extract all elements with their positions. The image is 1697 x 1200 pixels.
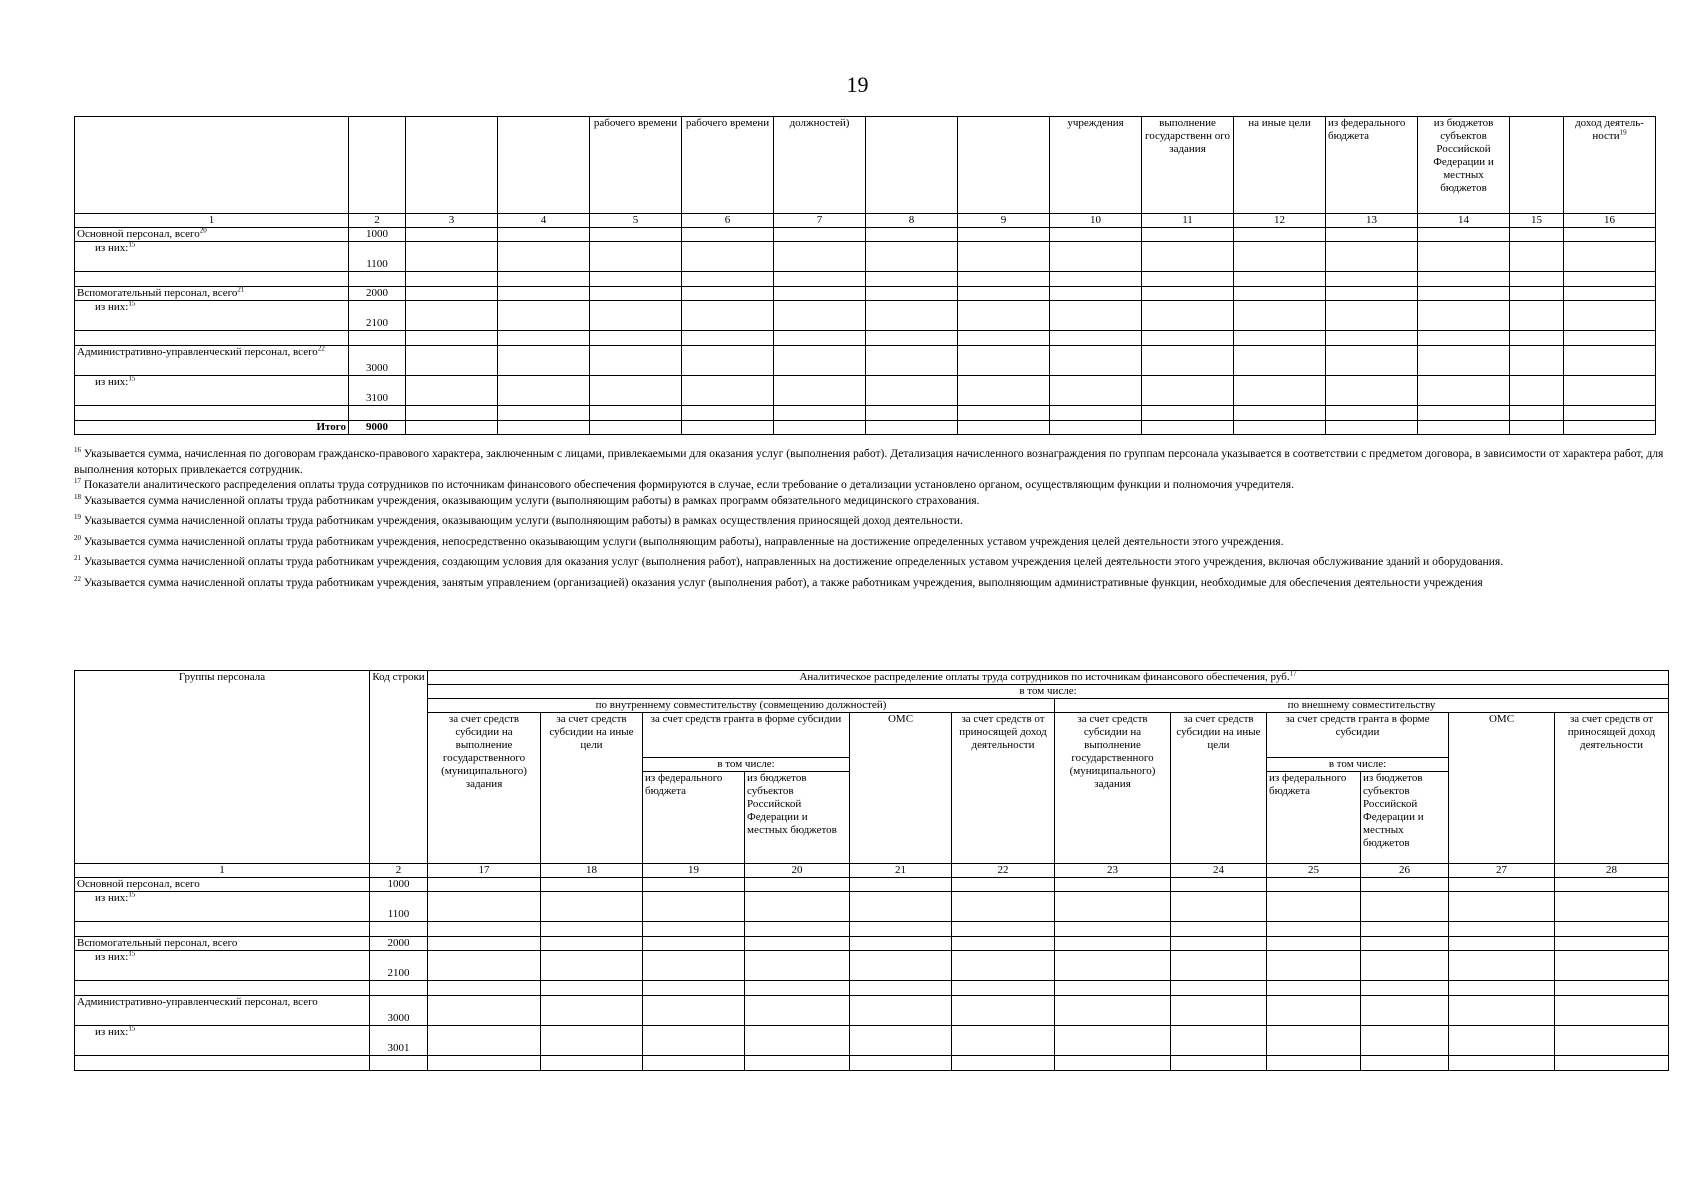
table-row: Административно-управленческий персонал, всего 3000: [75, 996, 1669, 1026]
footnote-20: $^{20}$ Указывается сумма начисленной оплаты труда работникам учреждения, непосредственно оказывающим услуги (выполняющим работы), направленные на достижение определенных уставом учреждения целей деятельности этого учреждения.: [74, 533, 1284, 548]
column-number: 4: [498, 214, 590, 228]
column-number: 1: [75, 864, 370, 878]
analytical-distribution-table: [74, 670, 1669, 1071]
header-c16: доход деятель-ности$^{19}$: [1564, 117, 1656, 214]
footnote-18: $^{18}$ Указывается сумма начисленной оплаты труда работникам учреждения, оказывающим услуги (выполняющим работы) в рамках программ обязательного медицинского страхования.: [74, 492, 980, 507]
table-row: Основной персонал, всего 1000: [75, 878, 1669, 892]
header-c14: из бюджетов субъектов Российской Федерации и местных бюджетов: [1418, 117, 1510, 214]
header-c17: за счет средств субсидии на выполнение государственного (муниципального) задания: [428, 713, 541, 864]
footnotes: [74, 446, 1664, 590]
header-code: Код строки: [370, 671, 428, 864]
column-number: 24: [1171, 864, 1267, 878]
column-number: 25: [1267, 864, 1361, 878]
header-grant-internal: за счет средств гранта в форме субсидии: [643, 713, 850, 758]
header-main: Аналитическое распределение оплаты труда сотрудников по источникам финансового обеспечения, руб.$^{17}$: [428, 671, 1669, 685]
column-number: 13: [1326, 214, 1418, 228]
column-number: 6: [682, 214, 774, 228]
header-c18: за счет средств субсидии на иные цели: [541, 713, 643, 864]
page-number: 19: [846, 72, 869, 97]
column-number: 5: [590, 214, 682, 228]
column-number-row: [75, 864, 1669, 878]
header-c10: учреждения: [1050, 117, 1142, 214]
table-row: [75, 922, 1669, 937]
table-row: [75, 406, 1656, 421]
header-c27: ОМС: [1449, 713, 1555, 864]
column-number: 28: [1555, 864, 1669, 878]
header-c11: выполнение государственн ого задания: [1142, 117, 1234, 214]
header-row: [75, 117, 1656, 214]
header-c7: должностей): [774, 117, 866, 214]
column-number: 10: [1050, 214, 1142, 228]
header-c5: рабочего времени: [590, 117, 682, 214]
header-c28: за счет средств от приносящей доход деятельности: [1555, 713, 1669, 864]
header-incl-internal: в том числе:: [643, 758, 850, 772]
column-number: 12: [1234, 214, 1326, 228]
footnote-22: $^{22}$ Указывается сумма начисленной оплаты труда работникам учреждения, занятым управлением (организацией) оказания услуг (выполнения работ), а также работникам учреждения, выполняющим административные функции, необходимые для обеспечения деятельности учреждения: [74, 574, 1483, 589]
column-number: 1: [75, 214, 349, 228]
header-row-1: [75, 671, 1669, 685]
column-number: 15: [1510, 214, 1564, 228]
column-number: 2: [349, 214, 406, 228]
header-c22: за счет средств от приносящей доход деятельности: [952, 713, 1055, 864]
header-grant-external: за счет средств гранта в форме субсидии: [1267, 713, 1449, 758]
column-number: 22: [952, 864, 1055, 878]
header-incl: в том числе:: [428, 685, 1669, 699]
footnote-17: $^{17}$ Показатели аналитического распределения оплаты труда сотрудников по источникам финансового обеспечения формируются в случае, если требование о детализации установлено органом, осуществляющим функции и полномочия учредителя.: [74, 477, 1294, 491]
header-c25: из федерального бюджета: [1267, 772, 1361, 864]
column-number: 27: [1449, 864, 1555, 878]
header-external: по внешнему совместительству: [1055, 699, 1669, 713]
table-row: из них:$^{15}$ 3100: [75, 376, 1656, 406]
table-row: [75, 272, 1656, 287]
column-number: 23: [1055, 864, 1171, 878]
column-number: 9: [958, 214, 1050, 228]
column-number: 16: [1564, 214, 1656, 228]
column-number: 2: [370, 864, 428, 878]
header-internal: по внутреннему совместительству (совмещению должностей): [428, 699, 1055, 713]
header-c26: из бюджетов субъектов Российской Федерации и местных бюджетов: [1361, 772, 1449, 864]
table-row: из них:$^{15}$ 2100: [75, 301, 1656, 331]
header-c23: за счет средств субсидии на выполнение государственного (муниципального) задания: [1055, 713, 1171, 864]
total-row: Итого 9000: [75, 421, 1656, 435]
header-c12: на иные цели: [1234, 117, 1326, 214]
column-number: 20: [745, 864, 850, 878]
column-number: 17: [428, 864, 541, 878]
header-c13: из федерального бюджета: [1326, 117, 1418, 214]
header-c20: из бюджетов субъектов Российской Федерации и местных бюджетов: [745, 772, 850, 864]
table-row: из них:$^{15}$ 3001: [75, 1026, 1669, 1056]
header-groups: Группы персонала: [75, 671, 370, 864]
header-c6: рабочего времени: [682, 117, 774, 214]
column-number: 19: [643, 864, 745, 878]
column-number: 11: [1142, 214, 1234, 228]
column-number: 26: [1361, 864, 1449, 878]
column-number: 18: [541, 864, 643, 878]
table-row: [75, 981, 1669, 996]
table-row: из них:$^{15}$ 2100: [75, 951, 1669, 981]
table-row: Вспомогательный персонал, всего$^{21}$ 2000: [75, 287, 1656, 301]
table-row: Основной персонал, всего$^{20}$ 1000: [75, 228, 1656, 242]
column-number: 8: [866, 214, 958, 228]
footnote-16: $^{16}$ Указывается сумма, начисленная по договорам гражданско-правового характера, заключенным с лицами, привлекаемыми для оказания услуг (выполнения работ). Детализация начисленного вознаграждения по группам персонала указывается в соответствии с предметом договора, в зависимости от характера работ, для выполнения которых привлекается сотрудник.: [74, 446, 1664, 476]
column-number: 21: [850, 864, 952, 878]
table-row: из них:$^{15}$ 1100: [75, 892, 1669, 922]
header-c24: за счет средств субсидии на иные цели: [1171, 713, 1267, 864]
header-incl-external: в том числе:: [1267, 758, 1449, 772]
column-number: 14: [1418, 214, 1510, 228]
table-row: Административно-управленческий персонал, всего$^{22}$ 3000: [75, 346, 1656, 376]
header-c19: из федерального бюджета: [643, 772, 745, 864]
footnote-21: $^{21}$ Указывается сумма начисленной оплаты труда работникам учреждения, создающим условия для оказания услуг (выполнения работ), направленных на достижение определенных уставом учреждения целей деятельности этого учреждения, включая обслуживание зданий и оборудования.: [74, 554, 1504, 568]
staff-pay-table-continued: [74, 116, 1656, 435]
column-number-row: [75, 214, 1656, 228]
footnote-19: $^{19}$ Указывается сумма начисленной оплаты труда работникам учреждения, оказывающим услуги (выполняющим работы) в рамках осуществления приносящей доход деятельности.: [74, 513, 963, 527]
table-row: Вспомогательный персонал, всего 2000: [75, 937, 1669, 951]
table-row: [75, 1056, 1669, 1071]
table-row: из них:$^{15}$ 1100: [75, 242, 1656, 272]
table-row: [75, 331, 1656, 346]
column-number: 3: [406, 214, 498, 228]
column-number: 7: [774, 214, 866, 228]
header-c21: ОМС: [850, 713, 952, 864]
